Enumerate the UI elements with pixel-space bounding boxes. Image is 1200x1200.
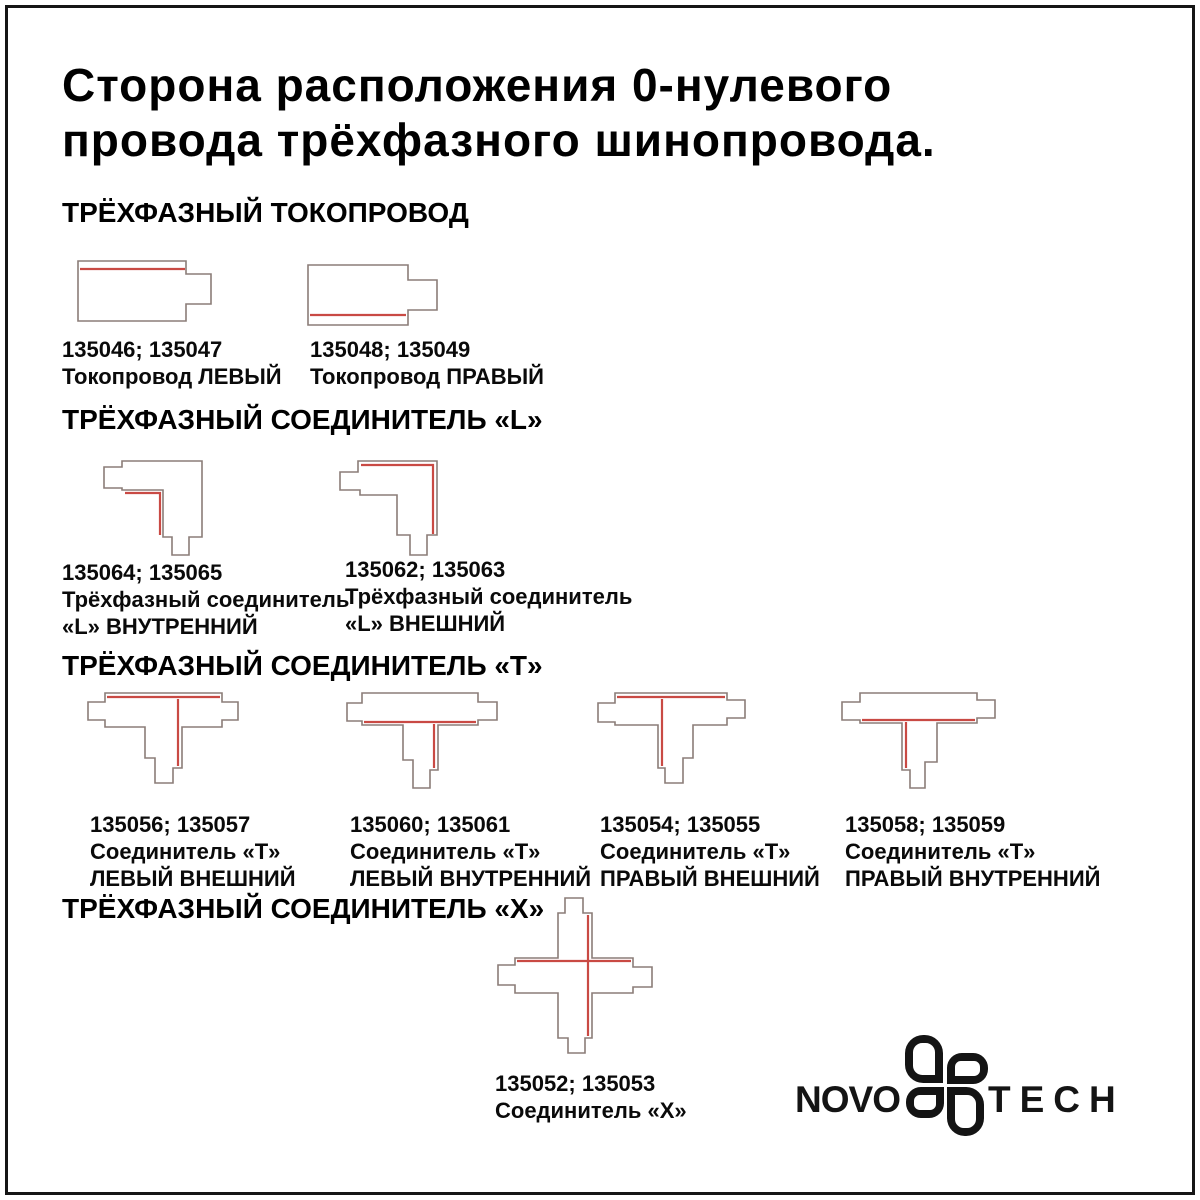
figure-label-line: Соединитель «Т»: [600, 839, 791, 864]
page-title-line-2: провода трёхфазного шинопровода.: [62, 114, 936, 166]
section-heading-2: ТРЁХФАЗНЫЙ СОЕДИНИТЕЛЬ «L»: [62, 404, 543, 435]
figure-label-line: 135060; 135061: [350, 812, 511, 837]
figure-label-line: ЛЕВЫЙ ВНЕШНИЙ: [90, 866, 296, 891]
figure-label-line: Соединитель «Х»: [495, 1098, 687, 1123]
x-connector-outline: [498, 898, 652, 1053]
figure-label-line: 135046; 135047: [62, 337, 223, 362]
figure-x-connector: [498, 898, 652, 1053]
t-connector-left-inner-outline: [347, 693, 497, 788]
figure-label-t-connector-left-inner: [350, 811, 591, 892]
novotech-logo-left-text: NOVO: [795, 1079, 900, 1120]
figure-label-line: 135064; 135065: [62, 560, 223, 585]
figure-t-connector-right-inner: [842, 693, 995, 788]
figure-label-line: 135048; 135049: [310, 337, 471, 362]
l-connector-inner-outline: [104, 461, 202, 555]
figure-t-connector-right-outer: [598, 693, 745, 783]
figure-label-t-connector-right-outer: [600, 811, 820, 892]
novotech-flower-icon: [905, 1035, 988, 1136]
figure-label-x-connector: [495, 1070, 687, 1124]
novotech-flower-petal: [905, 1035, 943, 1083]
figure-label-line: Соединитель «Т»: [90, 839, 281, 864]
figure-label-line: «L» ВНЕШНИЙ: [345, 611, 506, 636]
novotech-logo-right-text: TECH: [988, 1079, 1125, 1120]
figure-label-line: Токопровод ЛЕВЫЙ: [62, 364, 282, 389]
figure-label-line: Трёхфазный соединитель: [345, 584, 633, 609]
figure-label-line: 135062; 135063: [345, 557, 506, 582]
figure-label-line: ЛЕВЫЙ ВНУТРЕННИЙ: [350, 866, 592, 891]
figure-feed-left: [78, 261, 211, 321]
section-heading-3: ТРЁХФАЗНЫЙ СОЕДИНИТЕЛЬ «Т»: [62, 650, 543, 681]
figure-label-line: Трёхфазный соединитель: [62, 587, 350, 612]
section-heading-1: ТРЁХФАЗНЫЙ ТОКОПРОВОД: [62, 197, 469, 228]
page-title-line-1: Сторона расположения 0-нулевого: [62, 59, 893, 111]
figure-label-t-connector-right-inner: [845, 811, 1100, 892]
novotech-flower-petal: [906, 1087, 944, 1118]
t-connector-left-outer-outline: [88, 693, 238, 783]
figure-label-line: 135052; 135053: [495, 1071, 656, 1096]
figure-label-line: 135058; 135059: [845, 812, 1006, 837]
t-connector-right-inner-outline: [842, 693, 995, 788]
figure-t-connector-left-inner: [347, 693, 497, 788]
figure-label-feed-right: [310, 336, 544, 390]
figure-label-feed-left: [62, 336, 282, 390]
novotech-flower-petal: [947, 1053, 988, 1084]
neutral-wire-line: [125, 493, 160, 535]
t-connector-right-outer-outline: [598, 693, 745, 783]
figure-label-l-connector-inner: [62, 559, 349, 640]
figure-label-l-connector-outer: [345, 556, 632, 637]
figure-label-line: 135054; 135055: [600, 812, 761, 837]
section-heading-4: ТРЁХФАЗНЫЙ СОЕДИНИТЕЛЬ «Х»: [62, 893, 545, 924]
figure-label-line: Соединитель «Т»: [350, 839, 541, 864]
figure-l-connector-outer: [340, 461, 437, 555]
figure-label-line: ПРАВЫЙ ВНУТРЕННИЙ: [845, 866, 1101, 891]
figure-t-connector-left-outer: [88, 693, 238, 783]
figure-label-t-connector-left-outer: [90, 811, 296, 892]
figure-l-connector-inner: [104, 461, 202, 555]
figure-label-line: 135056; 135057: [90, 812, 251, 837]
figure-feed-right: [308, 265, 437, 325]
figure-label-line: Токопровод ПРАВЫЙ: [310, 364, 544, 389]
novotech-flower-petal: [947, 1087, 984, 1136]
figure-label-line: Соединитель «Т»: [845, 839, 1036, 864]
figure-label-line: ПРАВЫЙ ВНЕШНИЙ: [600, 866, 820, 891]
figure-label-line: «L» ВНУТРЕННИЙ: [62, 614, 258, 639]
l-connector-outer-outline: [340, 461, 437, 555]
